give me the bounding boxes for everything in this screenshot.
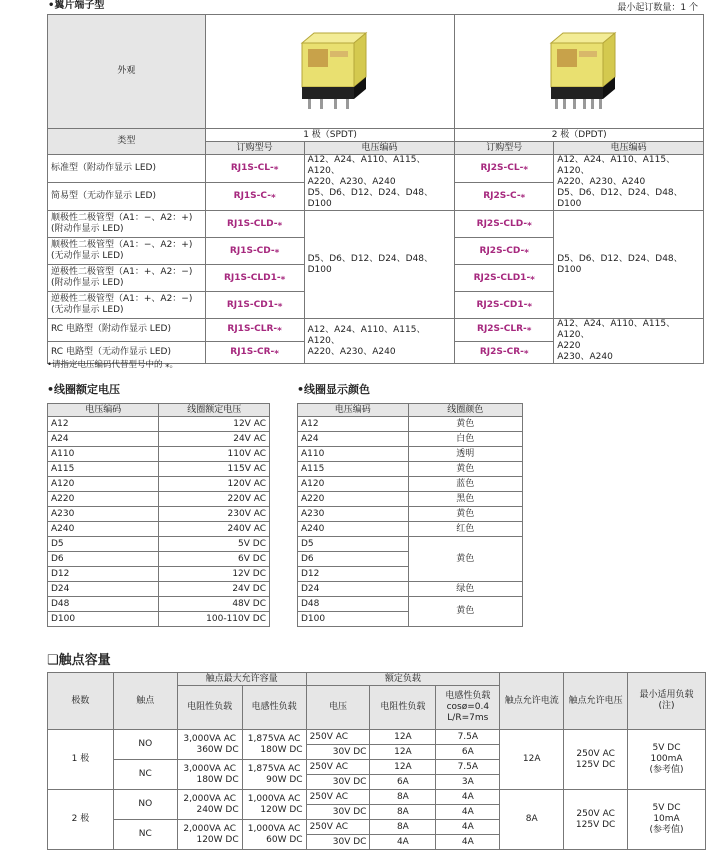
model-code: RJ1S-CR-⁎ [205, 341, 304, 364]
cvolt-cell: 250V AC 125V DC [564, 730, 628, 790]
voltage-code-header: 电压编码 [304, 142, 455, 155]
model-code: RJ1S-CL-⁎ [205, 155, 304, 183]
col-header: 线圈颜色 [408, 404, 522, 417]
pole-cell: 2 极 [48, 790, 114, 850]
color-cell: 黄色 [408, 507, 522, 522]
model-code: RJ1S-CLD1-⁎ [205, 265, 304, 292]
section-title: •翼片端子型 [48, 0, 105, 11]
type-cell: 简易型（无动作显示 LED) [48, 183, 206, 211]
code-cell: D24 [298, 582, 409, 597]
model-code: RJ1S-CLR-⁎ [205, 319, 304, 342]
volt-cell: 250V AC [306, 760, 370, 775]
coil-color-title: •线圈显示颜色 [297, 383, 371, 396]
code-cell: A220 [48, 492, 159, 507]
color-cell: 白色 [408, 432, 522, 447]
allow-voltage-header: 触点允许电压 [564, 673, 628, 730]
voltage-list: D5、D6、D12、D24、D48、D100 [554, 211, 704, 319]
voltage-list: A12、A24、A110、A115、A120、 A220 A230、A240 [554, 319, 704, 364]
relay-1pole-image-cell [205, 15, 455, 129]
type-cell: 逆极性二极管型（A1：+、A2：−) (无动作显示 LED) [48, 292, 206, 319]
res-load-header: 电阻性负载 [177, 686, 242, 730]
code-cell: D48 [298, 597, 409, 612]
res-cell: 8A [370, 820, 436, 835]
color-cell: 黄色 [408, 417, 522, 432]
cvolt-cell: 250V AC 125V DC [564, 790, 628, 850]
rated-voltage-cell: 110V AC [159, 447, 270, 462]
col-header: 电压编码 [48, 404, 159, 417]
allow-current-header: 触点允许电流 [500, 673, 564, 730]
voltage-row [48, 567, 270, 582]
coil-voltage-title: •线圈额定电压 [47, 383, 121, 396]
order-code-header: 订购型号 [205, 142, 304, 155]
rated-voltage-cell: 24V DC [159, 582, 270, 597]
rated-voltage-cell: 24V AC [159, 432, 270, 447]
contact-cell: NO [113, 730, 177, 760]
code-cell: A12 [298, 417, 409, 432]
model-table [47, 14, 704, 364]
rated-voltage-cell: 115V AC [159, 462, 270, 477]
type-cell: RC 电路型（无动作显示 LED) [48, 341, 206, 364]
min-order-text: 最小起订数量：1 个 [617, 3, 698, 13]
color-cell: 黄色 [408, 597, 522, 627]
type-cell: 逆极性二极管型（A1：+、A2：−) (附动作显示 LED) [48, 265, 206, 292]
rated-voltage-cell: 12V DC [159, 567, 270, 582]
res-cell: 8A [370, 805, 436, 820]
rated-voltage-cell: 240V AC [159, 522, 270, 537]
code-cell: D5 [48, 537, 159, 552]
code-cell: D48 [48, 597, 159, 612]
code-cell: A110 [48, 447, 159, 462]
color-cell: 蓝色 [408, 477, 522, 492]
rated-voltage-cell: 220V AC [159, 492, 270, 507]
color-cell: 透明 [408, 447, 522, 462]
code-cell: D12 [48, 567, 159, 582]
type-cell: 顺极性二极管型（A1：−、A2：+) (附动作显示 LED) [48, 211, 206, 238]
rated-voltage-cell: 100-110V DC [159, 612, 270, 627]
code-cell: D100 [48, 612, 159, 627]
voltage-list: A12、A24、A110、A115、A120、 A220、A230、A240 [304, 319, 455, 364]
min-load-cell: 5V DC 100mA (参考值) [628, 730, 706, 790]
ind-cell: 6A [436, 745, 500, 760]
coil-voltage-table [47, 403, 270, 627]
res-cell: 8A [370, 790, 436, 805]
code-cell: A115 [48, 462, 159, 477]
res-cell: 12A [370, 760, 436, 775]
contact-cell: NC [113, 760, 177, 790]
contact-header: 触点 [113, 673, 177, 730]
res-cap: 2,000VA AC 120W DC [177, 820, 242, 850]
voltage-row [48, 507, 270, 522]
volt-cell: 250V AC [306, 820, 370, 835]
voltage-row [48, 477, 270, 492]
voltage-code-header-2: 电压编码 [554, 142, 704, 155]
relay-1pole-image [290, 25, 370, 115]
rated-voltage-cell: 230V AC [159, 507, 270, 522]
code-cell: D100 [298, 612, 409, 627]
rated-voltage-cell: 120V AC [159, 477, 270, 492]
volt-cell: 250V AC [306, 730, 370, 745]
contact-cell: NO [113, 790, 177, 820]
voltage-row [48, 492, 270, 507]
model-code: RJ1S-C-⁎ [205, 183, 304, 211]
volt-cell: 250V AC [306, 790, 370, 805]
ind-cell: 4A [436, 835, 500, 850]
max-load-header: 触点最大允许容量 [177, 673, 306, 686]
res-cell: 12A [370, 730, 436, 745]
rated-voltage-cell: 48V DC [159, 597, 270, 612]
code-cell: D12 [298, 567, 409, 582]
col-header: 电压编码 [298, 404, 409, 417]
color-cell: 黄色 [408, 537, 522, 582]
code-cell: A240 [298, 522, 409, 537]
relay-2pole-image [539, 25, 619, 115]
ind-cap: 1,875VA AC 90W DC [242, 760, 306, 790]
voltage-row [48, 432, 270, 447]
footnote: •请指定电压编码代替型号中的 ⁎。 [47, 360, 178, 370]
code-cell: A12 [48, 417, 159, 432]
res-cell: 4A [370, 835, 436, 850]
pole1-header: 1 极（SPDT) [205, 129, 455, 142]
code-cell: A24 [48, 432, 159, 447]
code-cell: D6 [298, 552, 409, 567]
code-cell: A120 [48, 477, 159, 492]
voltage-row [48, 612, 270, 627]
model-code: RJ2S-CLR-⁎ [455, 319, 554, 342]
contact-capacity-table [47, 672, 706, 850]
order-code-header-2: 订购型号 [455, 142, 554, 155]
model-code: RJ2S-CLD1-⁎ [455, 265, 554, 292]
code-cell: D5 [298, 537, 409, 552]
ind-cell: 3A [436, 775, 500, 790]
code-cell: A24 [298, 432, 409, 447]
voltage-row [48, 537, 270, 552]
ind-cell: 4A [436, 790, 500, 805]
res-cap: 3,000VA AC 180W DC [177, 760, 242, 790]
ind-cap: 1,875VA AC 180W DC [242, 730, 306, 760]
model-code: RJ2S-CLD-⁎ [455, 211, 554, 238]
code-cell: A230 [298, 507, 409, 522]
coil-color-table [297, 403, 523, 627]
model-code: RJ1S-CD-⁎ [205, 238, 304, 265]
volt-cell: 30V DC [306, 805, 370, 820]
appearance-label: 外观 [48, 15, 206, 129]
poles-header: 极数 [48, 673, 114, 730]
ind-cell: 4A [436, 820, 500, 835]
model-code: RJ2S-CR-⁎ [455, 341, 554, 364]
rated-load-header: 额定负载 [306, 673, 500, 686]
model-code: RJ2S-CL-⁎ [455, 155, 554, 183]
res-cell: 6A [370, 775, 436, 790]
min-load-header: 最小适用负载 (注) [628, 673, 706, 730]
voltage-row [48, 522, 270, 537]
voltage-list: A12、A24、A110、A115、A120、 A220、A230、A240 D5、D6、D12、D24、D48、D100 [304, 155, 455, 211]
model-code: RJ2S-CD1-⁎ [455, 292, 554, 319]
code-cell: A110 [298, 447, 409, 462]
min-load-cell: 5V DC 10mA (参考值) [628, 790, 706, 850]
code-cell: A230 [48, 507, 159, 522]
current-cell: 12A [500, 730, 564, 790]
voltage-header: 电压 [306, 686, 370, 730]
type-cell: 标准型（附动作显示 LED) [48, 155, 206, 183]
type-cell: 顺极性二极管型（A1：−、A2：+) (无动作显示 LED) [48, 238, 206, 265]
voltage-row [48, 582, 270, 597]
type-header: 类型 [48, 129, 206, 155]
voltage-row [48, 552, 270, 567]
ind-cap: 1,000VA AC 120W DC [242, 790, 306, 820]
voltage-row [48, 462, 270, 477]
ind-load-header: 电感性负载 [242, 686, 306, 730]
res-load-header: 电阻性负载 [370, 686, 436, 730]
rated-voltage-cell: 6V DC [159, 552, 270, 567]
pole-cell: 1 极 [48, 730, 114, 790]
code-cell: D24 [48, 582, 159, 597]
volt-cell: 30V DC [306, 745, 370, 760]
pole2-header: 2 极（DPDT) [455, 129, 704, 142]
res-cap: 3,000VA AC 360W DC [177, 730, 242, 760]
voltage-list: A12、A24、A110、A115、A120、 A220、A230、A240 D5、D6、D12、D24、D48、D100 [554, 155, 704, 211]
model-code: RJ2S-C-⁎ [455, 183, 554, 211]
code-cell: A115 [298, 462, 409, 477]
volt-cell: 30V DC [306, 775, 370, 790]
code-cell: D6 [48, 552, 159, 567]
contact-capacity-title: ❑触点容量 [47, 653, 111, 668]
ind-cell: 4A [436, 805, 500, 820]
ind-cell: 7.5A [436, 760, 500, 775]
code-cell: A240 [48, 522, 159, 537]
model-code: RJ1S-CLD-⁎ [205, 211, 304, 238]
rated-voltage-cell: 12V AC [159, 417, 270, 432]
ind-load-header: 电感性负载 cosø=0.4 L/R=7ms [436, 686, 500, 730]
voltage-row [48, 417, 270, 432]
res-cell: 12A [370, 745, 436, 760]
model-code: RJ2S-CD-⁎ [455, 238, 554, 265]
rated-voltage-cell: 5V DC [159, 537, 270, 552]
color-cell: 黄色 [408, 462, 522, 477]
contact-cell: NC [113, 820, 177, 850]
type-cell: RC 电路型（附动作显示 LED) [48, 319, 206, 342]
col-header: 线圈额定电压 [159, 404, 270, 417]
model-code: RJ1S-CD1-⁎ [205, 292, 304, 319]
ind-cap: 1,000VA AC 60W DC [242, 820, 306, 850]
voltage-row [48, 447, 270, 462]
current-cell: 8A [500, 790, 564, 850]
voltage-row [48, 597, 270, 612]
res-cap: 2,000VA AC 240W DC [177, 790, 242, 820]
color-cell: 黑色 [408, 492, 522, 507]
voltage-list: D5、D6、D12、D24、D48、D100 [304, 211, 455, 319]
color-cell: 绿色 [408, 582, 522, 597]
relay-2pole-image-cell [455, 15, 704, 129]
ind-cell: 7.5A [436, 730, 500, 745]
volt-cell: 30V DC [306, 835, 370, 850]
code-cell: A120 [298, 477, 409, 492]
code-cell: A220 [298, 492, 409, 507]
color-cell: 红色 [408, 522, 522, 537]
